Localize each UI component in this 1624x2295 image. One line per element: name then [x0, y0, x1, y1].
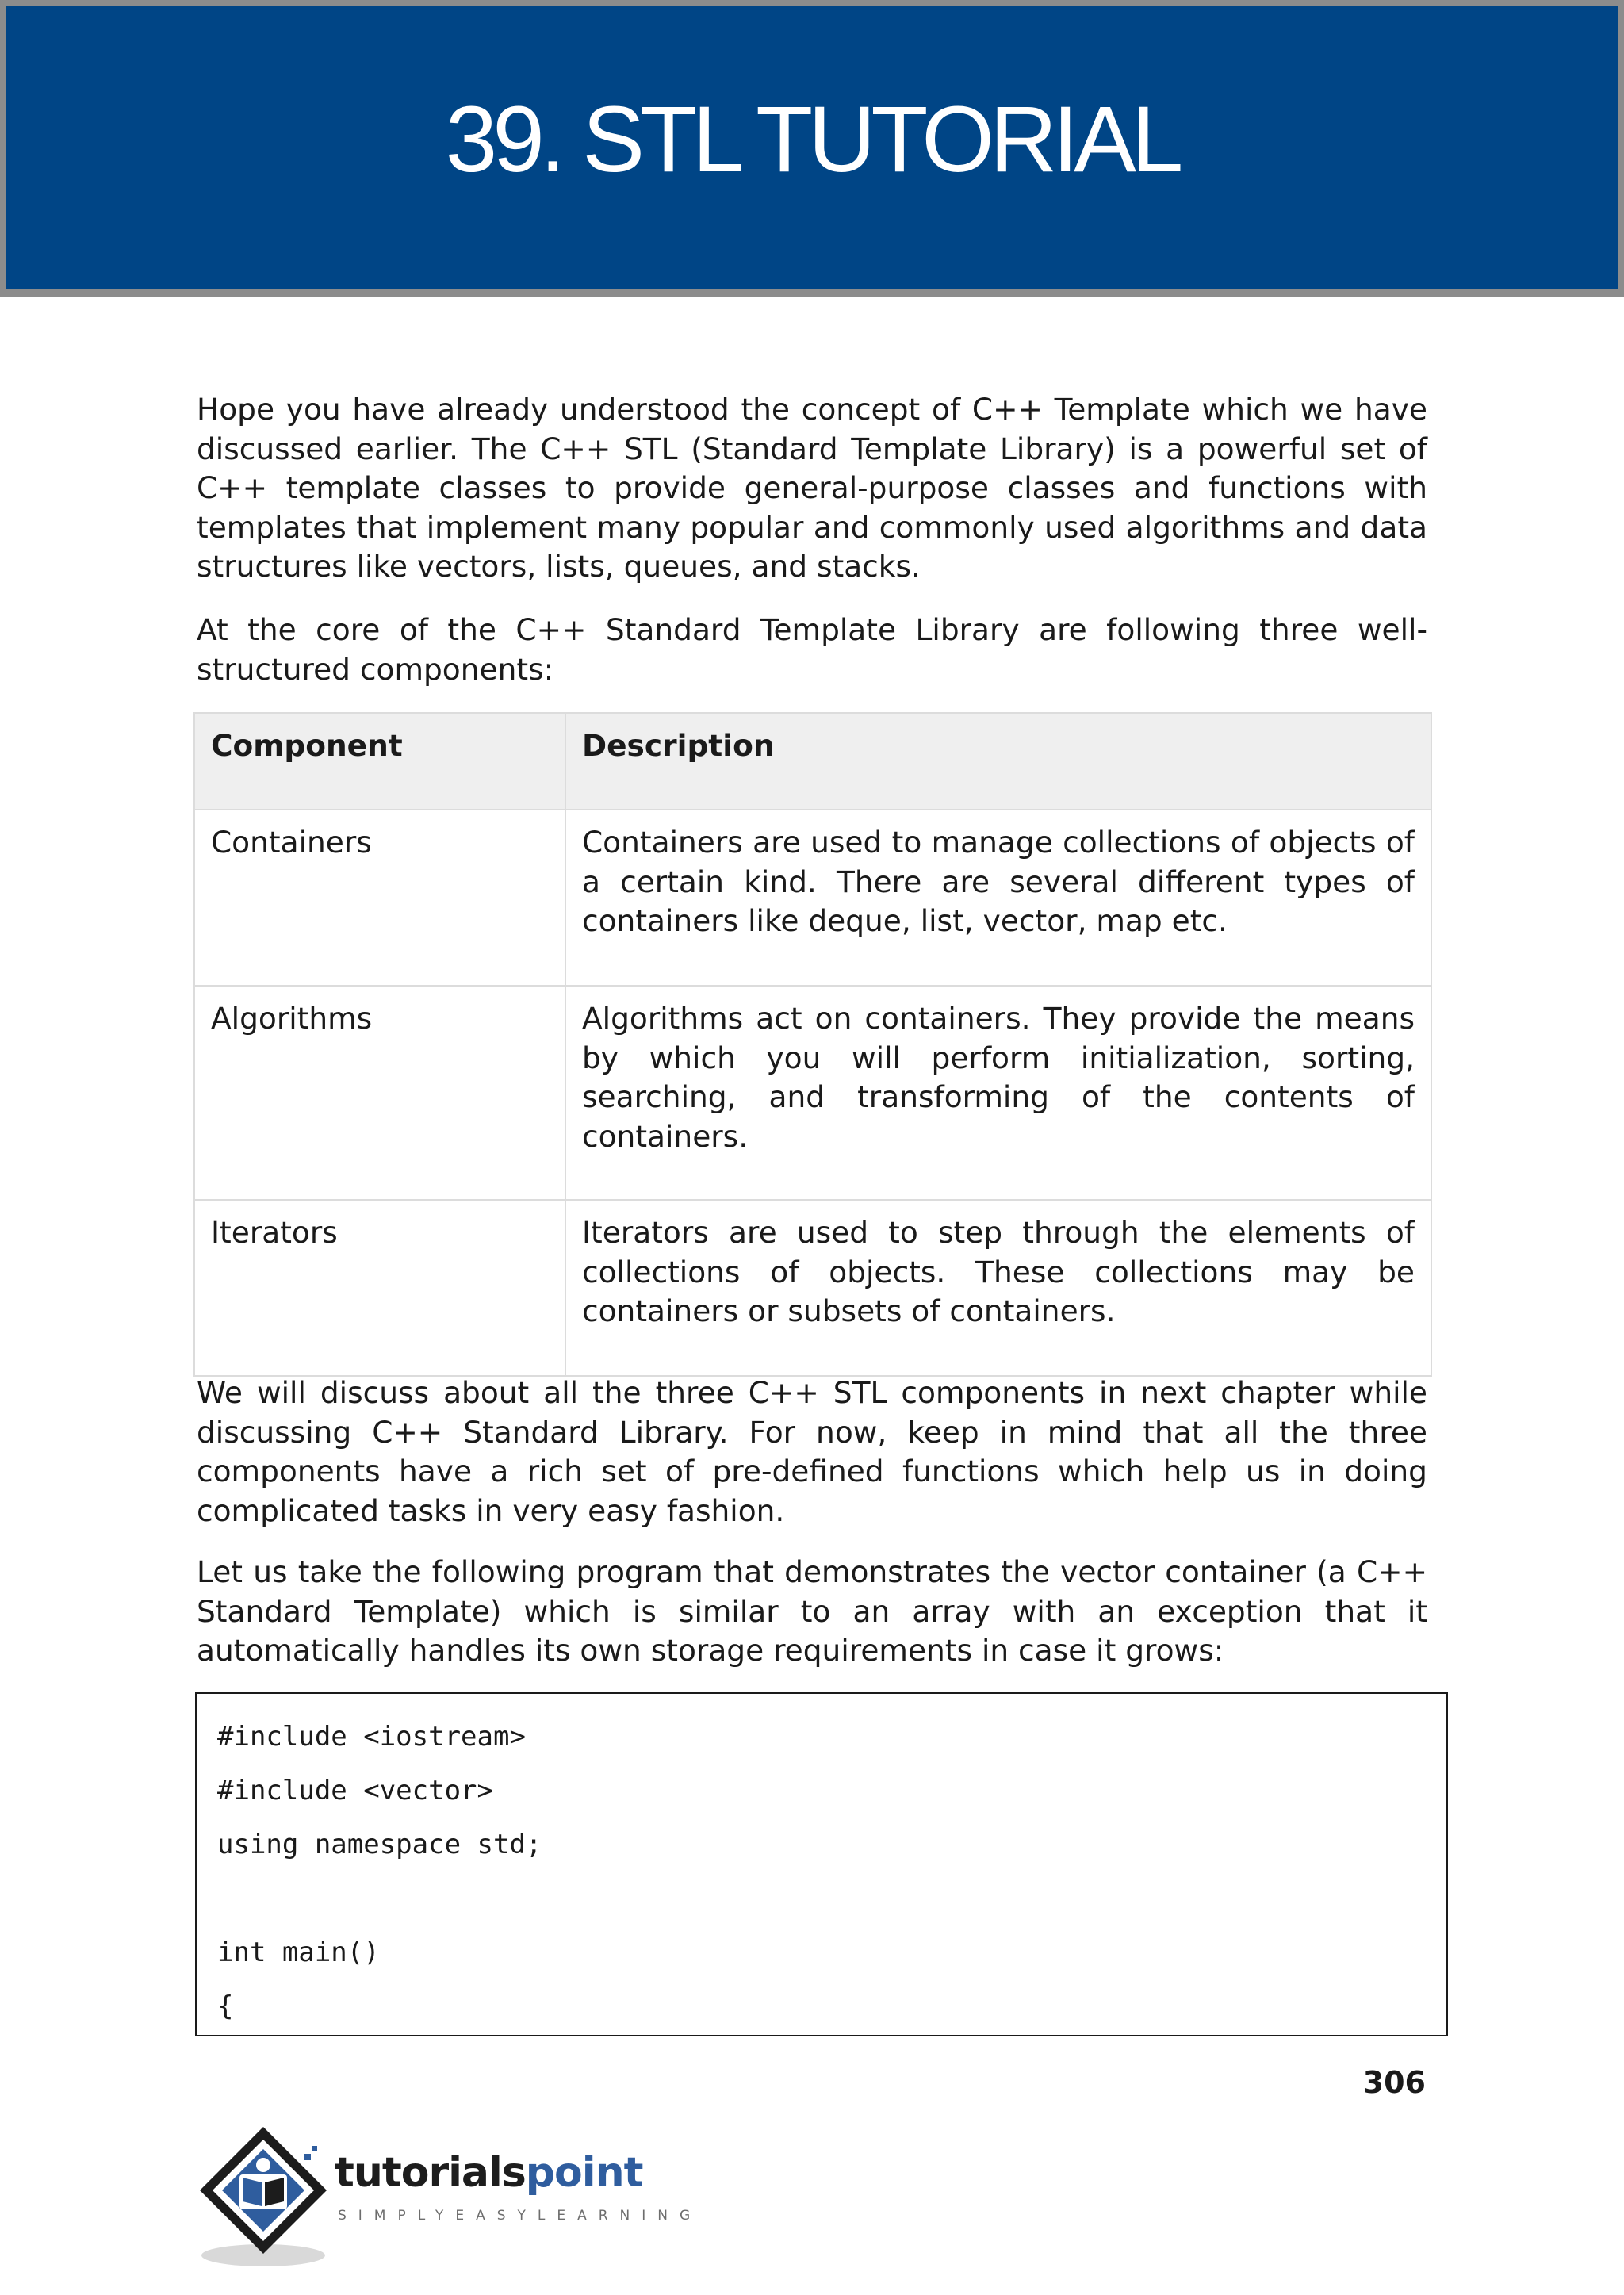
table-row: [194, 986, 1431, 1200]
logo-tagline: SIMPLYEASYLEARNING: [338, 2208, 703, 2224]
chapter-banner: [0, 0, 1624, 297]
code-line: #include <vector>: [217, 1775, 493, 1806]
page-number: 306: [1362, 2065, 1426, 2100]
table-header-component: Component: [194, 713, 565, 810]
tutorialspoint-logo: [193, 2122, 703, 2273]
table-cell-description: Containers are used to manage collections of objects of a certain kind. There are several different types of containers like deque, list, vector, map etc.: [565, 810, 1431, 986]
table-cell-component: Iterators: [194, 1200, 565, 1376]
code-block: [195, 1692, 1448, 2036]
components-intro-paragraph: At the core of the C++ Standard Template Library are following three well-structured components:: [197, 612, 1427, 687]
table-cell-component: Algorithms: [194, 986, 565, 1200]
intro-paragraph: Hope you have already understood the concept of C++ Template which we have discussed earlier. The C++ STL (Standard Template Library) is a powerful set of C++ template classes to provide general-purpose classes and functions with templates that implement many popular and commonly used algorithms and data structures like vectors, lists, queues, and stacks.: [197, 392, 1427, 584]
logo-word-tutorials: tutorials: [335, 2149, 526, 2197]
table-cell-component: Containers: [194, 810, 565, 986]
code-line: int main(): [217, 1937, 380, 1968]
table-header-row: [194, 713, 1431, 810]
stl-components-table: [193, 712, 1432, 1377]
vector-example-paragraph: Let us take the following program that demonstrates the vector container (a C++ Standard Template) which is similar to an array with an exception that it automatically handles its own storage requirements in case it grows:: [197, 1554, 1427, 1668]
logo-wordmark: [335, 2149, 643, 2197]
code-line: #include <iostream>: [217, 1721, 526, 1753]
discussion-paragraph: We will discuss about all the three C++ STL components in next chapter while discussing C++ Standard Library. For now, keep in mind that all the three components have a rich set of pre-defined functions which help us in doing complicated tasks in very easy fashion.: [197, 1375, 1427, 1528]
logo-word-point: point: [525, 2149, 643, 2197]
table-row: [194, 1200, 1431, 1376]
table-row: [194, 810, 1431, 986]
table-cell-description: Algorithms act on containers. They provide the means by which you will perform initialization, sorting, searching, and transforming of the contents of containers.: [565, 986, 1431, 1200]
code-line: using namespace std;: [217, 1829, 542, 1860]
logo-diamond-icon: [193, 2122, 336, 2273]
chapter-title: 39. STL TUTORIAL: [445, 87, 1179, 192]
code-line: [217, 1872, 1426, 1925]
table-cell-description: Iterators are used to step through the elements of collections of objects. These collections may be containers or subsets of containers.: [565, 1200, 1431, 1376]
code-line: {: [217, 1990, 234, 2022]
table-header-description: Description: [565, 713, 1431, 810]
